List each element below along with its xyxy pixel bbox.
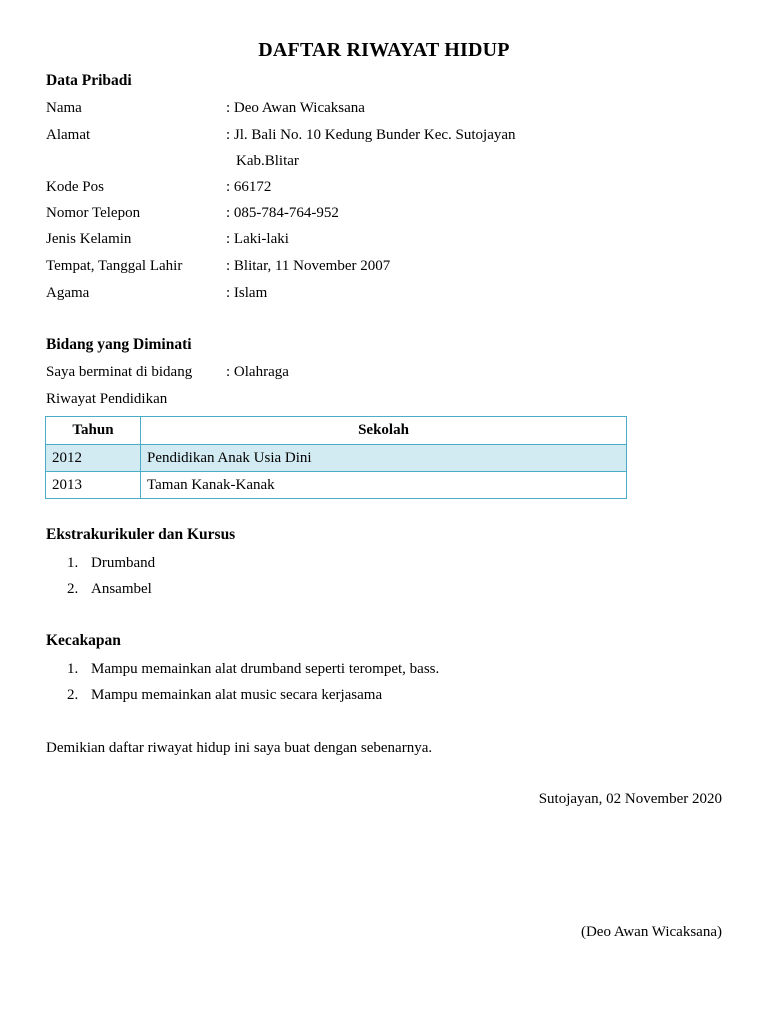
field-label: Nama <box>46 100 82 116</box>
list-text: Drumband <box>91 555 156 571</box>
column-header-school: Sekolah <box>141 417 627 445</box>
field-label: Alamat <box>46 127 91 143</box>
table-header-row <box>46 417 627 445</box>
column-header-year: Tahun <box>46 417 141 445</box>
field-label: Tempat, Tanggal Lahir <box>46 258 183 274</box>
list-item <box>67 685 382 705</box>
signature-name: (Deo Awan Wicaksana) <box>580 924 722 940</box>
list-number: 2. <box>67 687 79 703</box>
document-title: DAFTAR RIWAYAT HIDUP <box>258 39 510 61</box>
cell-school: Taman Kanak-Kanak <box>141 472 627 499</box>
list-number: 1. <box>67 555 79 571</box>
list-item <box>67 659 439 679</box>
section-heading-extracurricular: Ekstrakurikuler dan Kursus <box>46 526 236 543</box>
field-label: Agama <box>46 285 90 301</box>
signature-place-date: Sutojayan, 02 November 2020 <box>538 791 722 807</box>
field-value: : Jl. Bali No. 10 Kedung Bunder Kec. Sutojayan <box>226 127 516 143</box>
list-item <box>67 579 152 599</box>
field-value: : 085-784-764-952 <box>226 205 339 221</box>
section-heading-skills: Kecakapan <box>46 632 121 649</box>
section-heading-personal: Data Pribadi <box>46 72 132 89</box>
field-label: Saya berminat di bidang <box>46 364 193 380</box>
field-label: Nomor Telepon <box>46 205 141 221</box>
field-label: Kode Pos <box>46 179 104 195</box>
cell-year: 2012 <box>46 445 141 472</box>
field-label: Jenis Kelamin <box>46 231 132 247</box>
closing-statement: Demikian daftar riwayat hidup ini saya buat dengan sebenarnya. <box>46 740 433 756</box>
table-row <box>46 445 627 472</box>
field-value: : Islam <box>226 285 268 301</box>
education-table <box>45 416 627 499</box>
education-heading: Riwayat Pendidikan <box>46 391 168 407</box>
field-value: : Blitar, 11 November 2007 <box>226 258 391 274</box>
list-text: Mampu memainkan alat music secara kerjasama <box>91 687 383 703</box>
list-item <box>67 553 155 573</box>
field-value: : Deo Awan Wicaksana <box>226 100 365 116</box>
cell-year: 2013 <box>46 472 141 499</box>
table-row <box>46 472 627 499</box>
list-number: 1. <box>67 661 79 677</box>
section-heading-interest: Bidang yang Diminati <box>46 336 192 353</box>
list-text: Ansambel <box>91 581 152 597</box>
field-value: : Olahraga <box>226 364 289 380</box>
field-value-continuation: Kab.Blitar <box>236 153 299 169</box>
field-value: : 66172 <box>226 179 272 195</box>
list-text: Mampu memainkan alat drumband seperti terompet, bass. <box>91 661 440 677</box>
cell-school: Pendidikan Anak Usia Dini <box>141 445 627 472</box>
list-number: 2. <box>67 581 79 597</box>
field-value: : Laki-laki <box>226 231 289 247</box>
